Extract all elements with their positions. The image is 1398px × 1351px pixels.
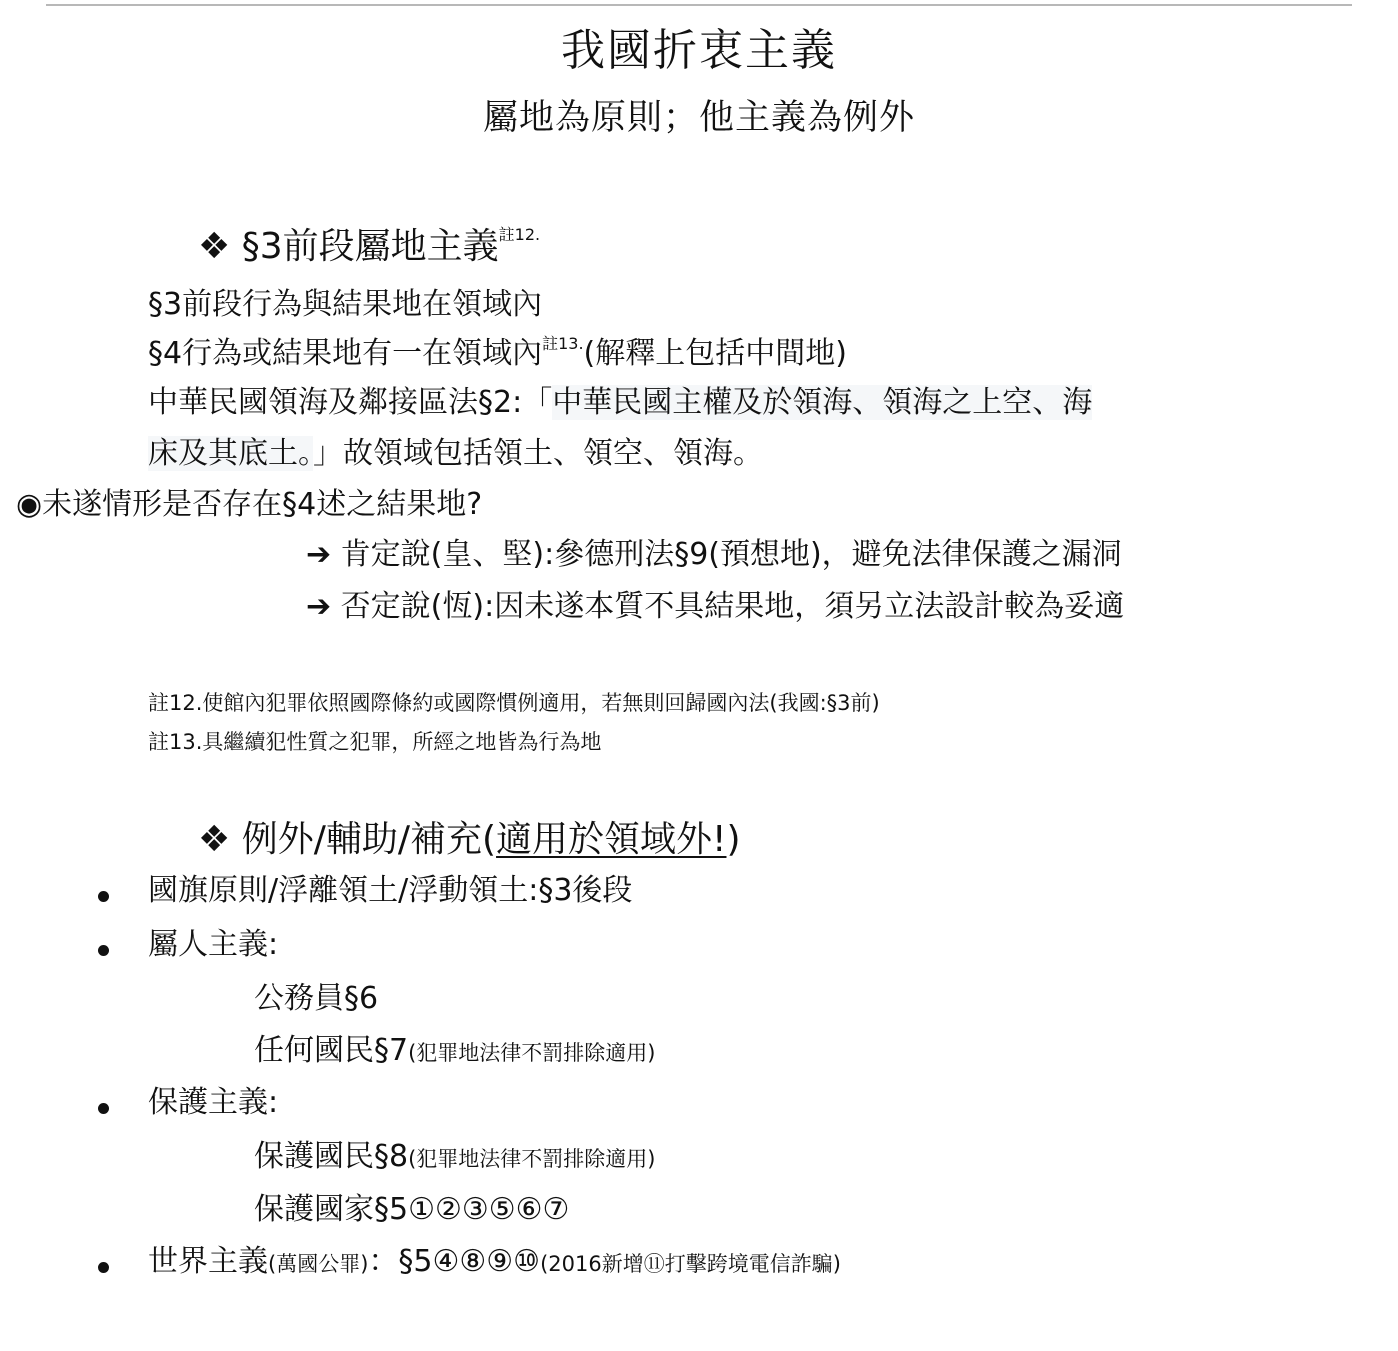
diamond-bullet-icon: ❖	[198, 226, 231, 267]
section1-heading-text: §3前段屬地主義	[241, 226, 499, 267]
section1-heading	[198, 226, 540, 267]
list-item-protection: 保護主義:	[148, 1085, 279, 1120]
section2-heading-post: )	[726, 819, 741, 860]
section2-heading	[198, 819, 741, 860]
section2-heading-underlined: 適用於領域外!	[496, 819, 727, 860]
section1-line1: §3前段行為與結果地在領域內	[148, 287, 543, 322]
bullet-dot-icon	[98, 891, 109, 902]
section1-line2-main: §4行為或結果地有一在領域內	[148, 336, 543, 371]
bullet-dot-icon	[98, 945, 109, 956]
page-title: 我國折衷主義	[561, 25, 837, 76]
list-item-universal-mid: ：§5④⑧⑨⑩	[368, 1244, 541, 1279]
section1-line3	[148, 386, 1092, 421]
diamond-bullet-icon: ❖	[198, 819, 231, 860]
question-line: ◉未遂情形是否存在§4述之結果地?	[16, 487, 483, 522]
list-item-personality: 屬人主義:	[148, 927, 279, 962]
section1-line4	[148, 437, 763, 472]
section1-line3-lead: 中華民國領海及鄰接區法§2:「	[148, 385, 553, 420]
list-subitem-any-national-main: 任何國民§7	[254, 1033, 409, 1068]
list-item-flag-principle: 國旗原則/浮離領土/浮動領土:§3後段	[148, 873, 633, 908]
section1-line4-quote: 床及其底土。	[148, 436, 313, 471]
section1-line4-tail: 」故領域包括領土、領空、領海。	[313, 436, 763, 471]
bullet-dot-icon	[98, 1103, 109, 1114]
section1-line2	[148, 334, 847, 372]
section1-line2-tail: (解釋上包括中間地)	[583, 336, 847, 371]
list-item-universal-main: 世界主義	[148, 1244, 268, 1279]
list-subitem-protect-state: 保護國家§5①②③⑤⑥⑦	[254, 1192, 570, 1227]
answer-negative: ➔ 否定說(恆):因未遂本質不具結果地，須另立法設計較為妥適	[306, 589, 1125, 624]
list-subitem-protect-national	[254, 1140, 655, 1175]
list-item-universal-note1: (萬國公罪)	[268, 1252, 369, 1276]
section1-line3-quote: 中華民國主權及於領海、領海之上空、海	[552, 385, 1093, 420]
list-item-universal-note2: (2016新增⑪打擊跨境電信詐騙)	[540, 1252, 841, 1276]
list-subitem-any-national	[254, 1034, 655, 1069]
list-subitem-protect-national-note: (犯罪地法律不罰排除適用)	[408, 1147, 656, 1171]
list-subitem-protect-national-main: 保護國民§8	[254, 1139, 409, 1174]
answer-affirmative: ➔ 肯定說(皇、堅):參德刑法§9(預想地)，避免法律保護之漏洞	[306, 537, 1122, 572]
list-subitem-civil-servant: 公務員§6	[254, 981, 379, 1016]
list-item-universal	[148, 1245, 841, 1280]
footnote-ref-12: 註12.	[498, 225, 541, 244]
footnote-12: 註12.使館內犯罪依照國際條約或國際慣例適用，若無則回歸國內法(我國:§3前)	[148, 691, 880, 715]
list-subitem-any-national-note: (犯罪地法律不罰排除適用)	[408, 1041, 656, 1065]
footnote-ref-13: 註13.	[542, 334, 584, 353]
page-subtitle: 屬地為原則；他主義為例外	[482, 98, 915, 138]
top-divider	[46, 4, 1352, 6]
bullet-dot-icon	[98, 1262, 109, 1273]
footnote-13: 註13.具繼續犯性質之犯罪，所經之地皆為行為地	[148, 730, 602, 754]
section2-heading-pre: 例外/輔助/補充(	[241, 819, 497, 860]
